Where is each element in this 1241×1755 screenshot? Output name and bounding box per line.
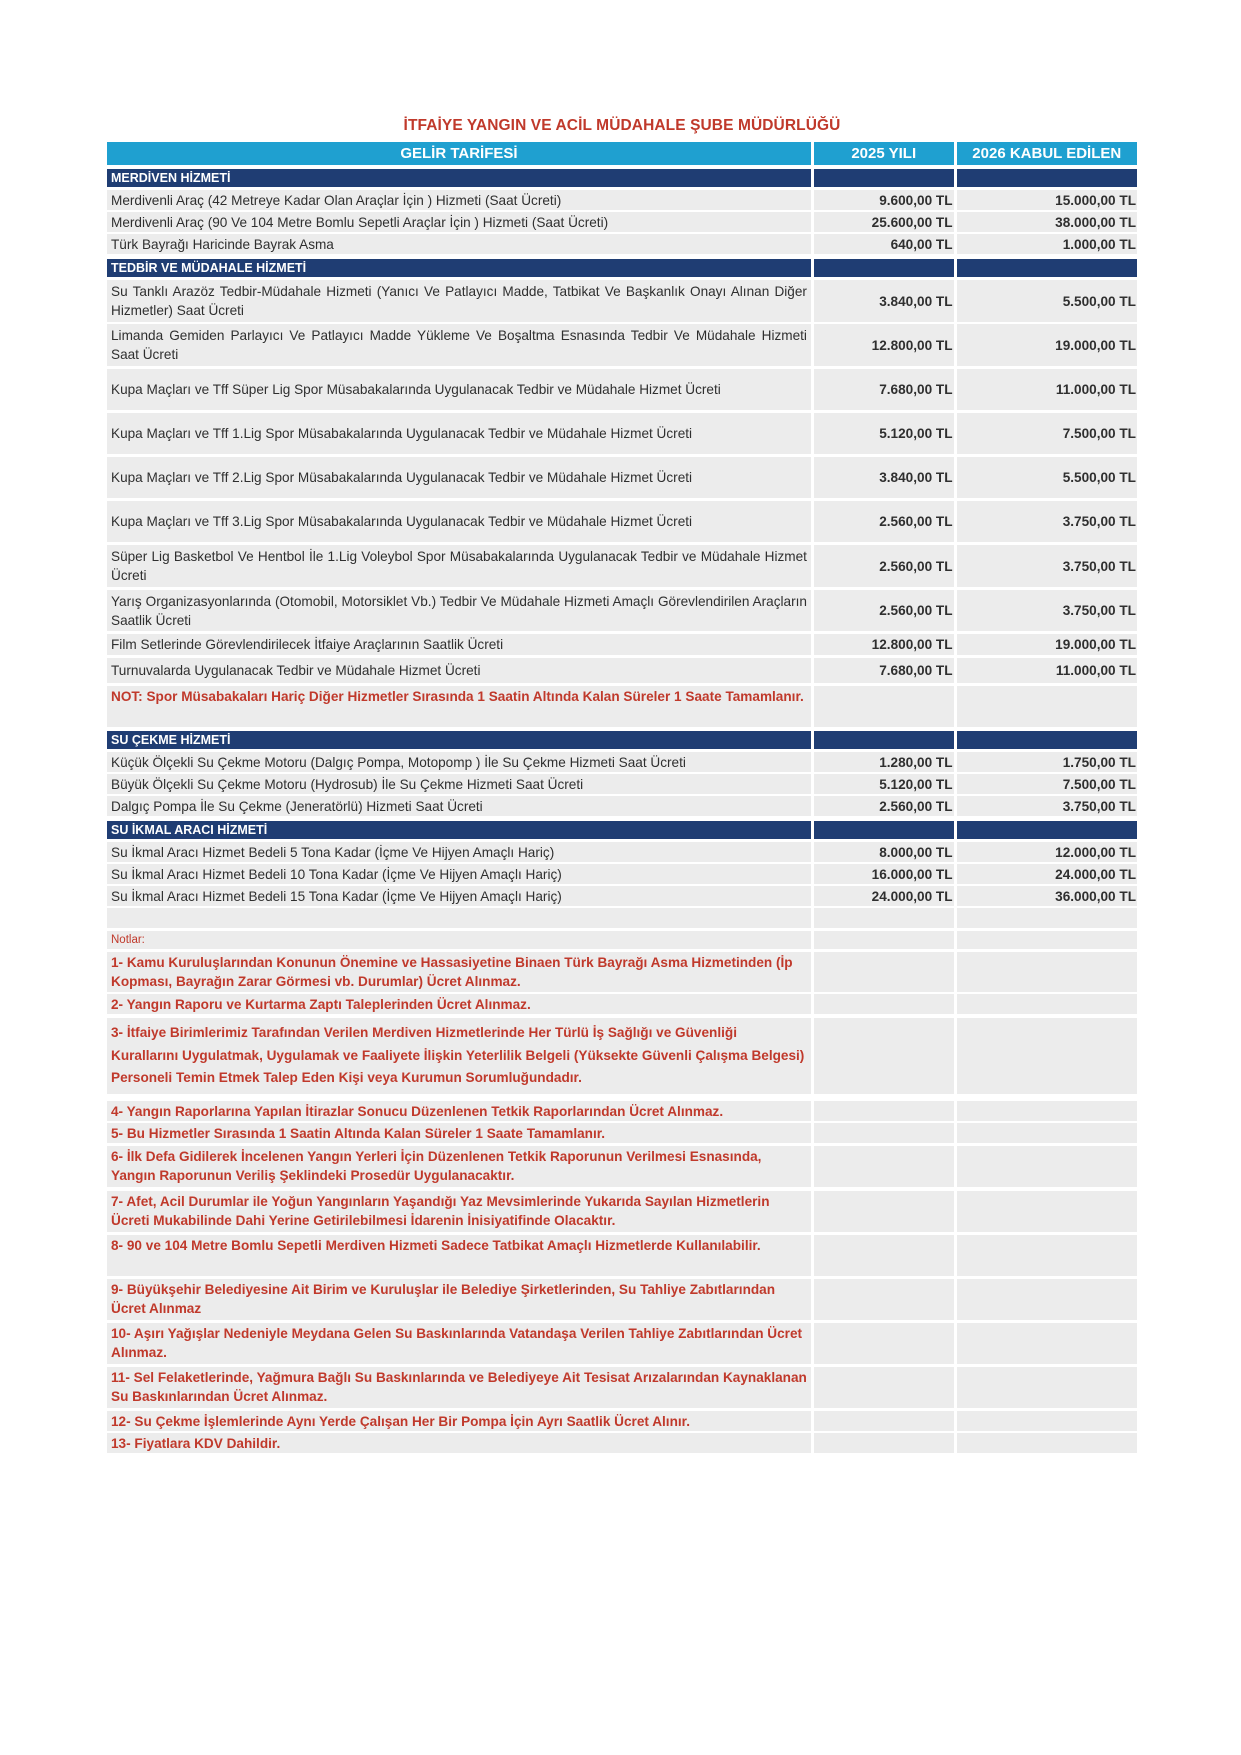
price-2025: 5.120,00 TL — [814, 774, 954, 794]
section-blank — [957, 731, 1137, 749]
price-2026: 19.000,00 TL — [957, 324, 1137, 366]
blank-cell — [957, 1018, 1137, 1094]
price-2025: 8.000,00 TL — [814, 842, 954, 862]
price-2026: 24.000,00 TL — [957, 864, 1137, 884]
price-2025: 7.680,00 TL — [814, 658, 954, 683]
note-row — [107, 1123, 1137, 1143]
blank-cell — [957, 1279, 1137, 1320]
blank-cell — [814, 1101, 954, 1121]
table-header — [107, 142, 1137, 165]
price-2025: 7.680,00 TL — [814, 369, 954, 410]
blank-cell — [957, 994, 1137, 1014]
price-2025: 12.800,00 TL — [814, 324, 954, 366]
row-description: Büyük Ölçekli Su Çekme Motoru (Hydrosub) İle Su Çekme Hizmeti Saat Ücreti — [107, 774, 811, 794]
table-row — [107, 658, 1137, 683]
note-text: 11- Sel Felaketlerinde, Yağmura Bağlı Su Baskınlarında ve Belediyeye Ait Tesisat Arızalarından Kaynaklanan Su Baskınlarından Ücret Alınmaz. — [107, 1367, 811, 1408]
note-text: 1- Kamu Kuruluşlarından Konunun Önemine ve Hassasiyetine Binaen Türk Bayrağı Asma Hizmetinden (İp Kopması, Bayrağın Zarar Görmesi vb. Durumlar) Ücret Alınmaz. — [107, 952, 811, 992]
row-description: Kupa Maçları ve Tff Süper Lig Spor Müsabakalarında Uygulanacak Tedbir ve Müdahale Hizmet Ücreti — [107, 369, 811, 410]
price-2026: 11.000,00 TL — [957, 369, 1137, 410]
row-description: Dalgıç Pompa İle Su Çekme (Jeneratörlü) Hizmeti Saat Ücreti — [107, 796, 811, 816]
price-2026: 11.000,00 TL — [957, 658, 1137, 683]
row-description: Kupa Maçları ve Tff 1.Lig Spor Müsabakalarında Uygulanacak Tedbir ve Müdahale Hizmet Ücreti — [107, 413, 811, 454]
section-blank — [814, 259, 954, 277]
table-row-note — [107, 686, 1137, 727]
price-2026: 15.000,00 TL — [957, 190, 1137, 210]
row-description: Limanda Gemiden Parlayıcı Ve Patlayıcı Madde Yükleme Ve Boşaltma Esnasında Tedbir Ve Müdahale Hizmeti Saat Ücreti — [107, 324, 811, 366]
note-row — [107, 1279, 1137, 1320]
row-description: Türk Bayrağı Haricinde Bayrak Asma — [107, 234, 811, 254]
note-text: 9- Büyükşehir Belediyesine Ait Birim ve Kuruluşlar ile Belediye Şirketlerinden, Su Tahliye Zabıtlarından Ücret Alınmaz — [107, 1279, 811, 1320]
blank-cell — [814, 994, 954, 1014]
row-description: Su İkmal Aracı Hizmet Bedeli 5 Tona Kadar (İçme Ve Hijyen Amaçlı Hariç) — [107, 842, 811, 862]
row-description: Süper Lig Basketbol Ve Hentbol İle 1.Lig Voleybol Spor Müsabakalarında Uygulanacak Tedbir ve Müdahale Hizmet Ücreti — [107, 545, 811, 587]
price-2026: 3.750,00 TL — [957, 590, 1137, 631]
blank-cell — [814, 1433, 954, 1453]
section-title: SU İKMAL ARACI HİZMETİ — [107, 821, 811, 839]
blank-cell — [957, 1235, 1137, 1276]
blank-cell — [814, 1323, 954, 1364]
section-blank — [957, 169, 1137, 187]
note-row — [107, 1367, 1137, 1408]
table-row — [107, 501, 1137, 542]
price-2025: 2.560,00 TL — [814, 796, 954, 816]
blank-cell — [814, 1018, 954, 1094]
note-row — [107, 1235, 1137, 1276]
blank-cell — [957, 1191, 1137, 1232]
table-row — [107, 234, 1137, 254]
blank-cell — [814, 1191, 954, 1232]
section-blank — [814, 731, 954, 749]
section-blank — [957, 259, 1137, 277]
table-row — [107, 280, 1137, 322]
row-description: Merdivenli Araç (42 Metreye Kadar Olan Araçlar İçin ) Hizmeti (Saat Ücreti) — [107, 190, 811, 210]
blank-cell — [814, 1367, 954, 1408]
blank-cell — [957, 1123, 1137, 1143]
blank-cell — [814, 1123, 954, 1143]
price-2025: 3.840,00 TL — [814, 280, 954, 322]
price-2026: 7.500,00 TL — [957, 774, 1137, 794]
blank-cell — [957, 1101, 1137, 1121]
row-description: Turnuvalarda Uygulanacak Tedbir ve Müdahale Hizmet Ücreti — [107, 658, 811, 683]
blank-cell — [957, 1411, 1137, 1431]
note-text: 7- Afet, Acil Durumlar ile Yoğun Yangınların Yaşandığı Yaz Mevsimlerinde Yukarıda Sayılan Hizmetlerin Ücreti Mukabilinde Dahi Yerine Getirilebilmesi İdarenin İnisiyatifinde Olacaktır. — [107, 1191, 811, 1232]
row-description: Su Tanklı Arazöz Tedbir-Müdahale Hizmeti (Yanıcı Ve Patlayıcı Madde, Tatbikat Ve Başkanlık Onayı Alınan Diğer Hizmetler) Saat Ücreti — [107, 280, 811, 322]
blank-cell — [957, 931, 1137, 949]
notes-heading-row — [107, 931, 1137, 949]
page-title: İTFAİYE YANGIN VE ACİL MÜDAHALE ŞUBE MÜDÜRLÜĞÜ — [403, 117, 841, 134]
note-row — [107, 952, 1137, 992]
note-text: 3- İtfaiye Birimlerimiz Tarafından Verilen Merdiven Hizmetlerinde Her Türlü İş Sağlığı ve Güvenliği Kurallarını Uygulatmak, Uygulamak ve Faaliyete İlişkin Yeterlilik Belgeli (Yüksekte Güvenli Çalışma Belgesi) Personeli Temin Etmek Talep Eden Kişi veya Kurumun Sorumluğundadır. — [107, 1018, 811, 1094]
row-description: Su İkmal Aracı Hizmet Bedeli 10 Tona Kadar (İçme Ve Hijyen Amaçlı Hariç) — [107, 864, 811, 884]
table-row — [107, 457, 1137, 498]
note-text: 6- İlk Defa Gidilerek İncelenen Yangın Yerleri İçin Düzenlenen Tetkik Raporunun Verilmesi Esnasında, Yangın Raporunun Veriliş Şeklindeki Prosedür Uygulanacaktır. — [107, 1146, 811, 1187]
price-2025: 2.560,00 TL — [814, 545, 954, 587]
note-text: 13- Fiyatlara KDV Dahildir. — [107, 1433, 811, 1453]
table-row — [107, 864, 1137, 884]
price-2025: 640,00 TL — [814, 234, 954, 254]
price-2026: 36.000,00 TL — [957, 886, 1137, 906]
blank-cell — [107, 908, 811, 928]
note-row — [107, 994, 1137, 1014]
blank-cell — [814, 908, 954, 928]
note-row — [107, 1433, 1137, 1453]
price-2025: 1.280,00 TL — [814, 752, 954, 772]
note-row — [107, 1191, 1137, 1232]
price-2026: 5.500,00 TL — [957, 457, 1137, 498]
note-text: 10- Aşırı Yağışlar Nedeniyle Meydana Gelen Su Baskınlarında Vatandaşa Verilen Tahliye Zabıtlarından Ücret Alınmaz. — [107, 1323, 811, 1364]
section-merdiven — [107, 169, 1137, 187]
table-row — [107, 590, 1137, 631]
note-text: 4- Yangın Raporlarına Yapılan İtirazlar Sonucu Düzenlenen Tetkik Raporlarından Ücret Alınmaz. — [107, 1101, 811, 1121]
blank-cell — [957, 1367, 1137, 1408]
price-2026: 5.500,00 TL — [957, 280, 1137, 322]
row-description: Kupa Maçları ve Tff 3.Lig Spor Müsabakalarında Uygulanacak Tedbir ve Müdahale Hizmet Ücreti — [107, 501, 811, 542]
blank-cell — [957, 952, 1137, 992]
note-row — [107, 1411, 1137, 1431]
price-2025: 2.560,00 TL — [814, 501, 954, 542]
note-row — [107, 1101, 1137, 1121]
blank-cell — [957, 1433, 1137, 1453]
price-2026: 12.000,00 TL — [957, 842, 1137, 862]
price-2026: 1.750,00 TL — [957, 752, 1137, 772]
note-row — [107, 1018, 1137, 1094]
table-row — [107, 774, 1137, 794]
price-2025: 25.600,00 TL — [814, 212, 954, 232]
price-2025: 3.840,00 TL — [814, 457, 954, 498]
table-row — [107, 413, 1137, 454]
blank-cell — [814, 1411, 954, 1431]
table-row — [107, 369, 1137, 410]
table-row — [107, 842, 1137, 862]
price-2025: 9.600,00 TL — [814, 190, 954, 210]
blank-cell — [814, 952, 954, 992]
row-description: Küçük Ölçekli Su Çekme Motoru (Dalgıç Pompa, Motopomp ) İle Su Çekme Hizmeti Saat Ücreti — [107, 752, 811, 772]
price-2026: 3.750,00 TL — [957, 796, 1137, 816]
note-text: 8- 90 ve 104 Metre Bomlu Sepetli Merdiven Hizmeti Sadece Tatbikat Amaçlı Hizmetlerde Kullanılabilir. — [107, 1235, 811, 1276]
blank-cell — [814, 931, 954, 949]
section-blank — [814, 169, 954, 187]
price-2026: 1.000,00 TL — [957, 234, 1137, 254]
row-description: Su İkmal Aracı Hizmet Bedeli 15 Tona Kadar (İçme Ve Hijyen Amaçlı Hariç) — [107, 886, 811, 906]
table-row — [107, 752, 1137, 772]
price-2026 — [957, 686, 1137, 727]
section-blank — [814, 821, 954, 839]
price-2025: 12.800,00 TL — [814, 634, 954, 655]
header-2026: 2026 KABUL EDİLEN — [957, 142, 1137, 165]
note-text: 2- Yangın Raporu ve Kurtarma Zaptı Taleplerinden Ücret Alınmaz. — [107, 994, 811, 1014]
section-su-ikmal — [107, 821, 1137, 839]
table-row-blank — [107, 908, 1137, 928]
price-2025 — [814, 686, 954, 727]
table-row — [107, 796, 1137, 816]
row-description: Merdivenli Araç (90 Ve 104 Metre Bomlu Sepetli Araçlar İçin ) Hizmeti (Saat Ücreti) — [107, 212, 811, 232]
table-row — [107, 886, 1137, 906]
header-2025: 2025 YILI — [814, 142, 954, 165]
blank-cell — [814, 1146, 954, 1187]
notes-heading: Notlar: — [107, 931, 811, 949]
price-2026: 3.750,00 TL — [957, 545, 1137, 587]
price-2025: 5.120,00 TL — [814, 413, 954, 454]
section-tedbir — [107, 259, 1137, 277]
row-note: NOT: Spor Müsabakaları Hariç Diğer Hizmetler Sırasında 1 Saatin Altında Kalan Süreler 1 Saate Tamamlanır. — [107, 686, 811, 727]
row-description: Film Setlerinde Görevlendirilecek İtfaiye Araçlarının Saatlik Ücreti — [107, 634, 811, 655]
table-row — [107, 634, 1137, 655]
section-blank — [957, 821, 1137, 839]
row-description: Yarış Organizasyonlarında (Otomobil, Motorsiklet Vb.) Tedbir Ve Müdahale Hizmeti Amaçlı Görevlendirilen Araçların Saatlik Ücreti — [107, 590, 811, 631]
price-2026: 38.000,00 TL — [957, 212, 1137, 232]
row-description: Kupa Maçları ve Tff 2.Lig Spor Müsabakalarında Uygulanacak Tedbir ve Müdahale Hizmet Ücreti — [107, 457, 811, 498]
price-2026: 3.750,00 TL — [957, 501, 1137, 542]
price-2025: 2.560,00 TL — [814, 590, 954, 631]
section-su-cekme — [107, 731, 1137, 749]
blank-cell — [957, 1323, 1137, 1364]
blank-cell — [957, 1146, 1137, 1187]
blank-cell — [957, 908, 1137, 928]
note-text: 12- Su Çekme İşlemlerinde Aynı Yerde Çalışan Her Bir Pompa İçin Ayrı Saatlik Ücret Alınır. — [107, 1411, 811, 1431]
price-2026: 19.000,00 TL — [957, 634, 1137, 655]
table-row — [107, 545, 1137, 587]
table-row — [107, 212, 1137, 232]
section-title: SU ÇEKME HİZMETİ — [107, 731, 811, 749]
table-row — [107, 190, 1137, 210]
blank-cell — [814, 1279, 954, 1320]
note-row — [107, 1323, 1137, 1364]
section-title: MERDİVEN HİZMETİ — [107, 169, 811, 187]
price-2025: 16.000,00 TL — [814, 864, 954, 884]
table-row — [107, 324, 1137, 366]
price-2026: 7.500,00 TL — [957, 413, 1137, 454]
note-row — [107, 1146, 1137, 1187]
note-text: 5- Bu Hizmetler Sırasında 1 Saatin Altında Kalan Süreler 1 Saate Tamamlanır. — [107, 1123, 811, 1143]
price-2025: 24.000,00 TL — [814, 886, 954, 906]
blank-cell — [814, 1235, 954, 1276]
section-title: TEDBİR VE MÜDAHALE HİZMETİ — [107, 259, 811, 277]
header-tariff: GELİR TARİFESİ — [107, 142, 811, 165]
